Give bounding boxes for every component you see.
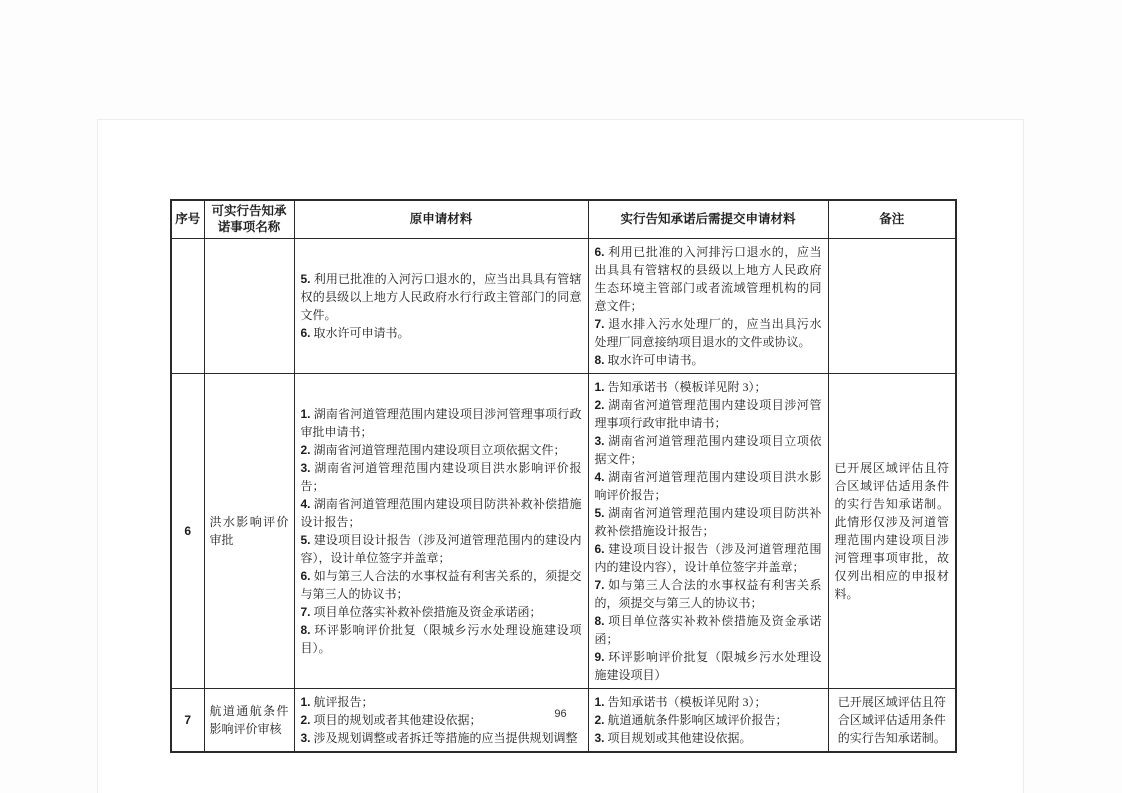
item-number: 2. (594, 397, 605, 412)
header-remark: 备注 (828, 200, 956, 238)
material-item: 7. 项目单位落实补救补偿措施及资金承诺函； (300, 604, 542, 619)
material-item: 3. 项目规划或其他建设依据。 (594, 730, 752, 745)
item-number: 3. (594, 730, 605, 745)
item-number: 8. (594, 613, 605, 628)
material-item: 1. 告知承诺书（模板详见附 3）； (594, 379, 767, 394)
item-number: 6. (594, 541, 605, 556)
material-item: 6. 利用已批准的入河排污口退水的，应当出具具有管辖权的县级以上地方人民政府生态环境主管部门或者流域管理机构的同意文件； (594, 244, 822, 313)
item-number: 1. (594, 694, 605, 709)
table-row (171, 373, 956, 688)
item-number: 6. (300, 325, 311, 340)
item-name-cell: 航道通航条件影响评价审核 (204, 688, 294, 752)
item-number: 4. (594, 469, 605, 484)
item-number: 7. (594, 577, 605, 592)
material-item: 6. 建设项目设计报告（涉及河道管理范围内的建设内容），设计单位签字并盖章； (594, 541, 822, 574)
material-item: 5. 利用已批准的入河污口退水的，应当出具具有管辖权的县级以上地方人民政府水行行政主管部门的同意文件。 (300, 271, 582, 322)
item-number: 1. (594, 379, 605, 394)
document-page (97, 119, 1024, 793)
item-number: 7. (594, 316, 605, 331)
material-item: 1. 湖南省河道管理范围内建设项目涉河管理事项行政审批申请书； (300, 406, 582, 439)
original-materials-cell (294, 238, 588, 373)
item-name-cell (204, 238, 294, 373)
table-header-row (171, 200, 956, 238)
material-item: 3. 涉及规划调整或者拆迁等措施的应当提供规划调整 (300, 730, 578, 745)
material-item: 4. 湖南省河道管理范围内建设项目洪水影响评价报告； (594, 469, 822, 502)
material-item: 8. 环评影响评价批复（限城乡污水处理设施建设项目）。 (300, 622, 582, 655)
item-number: 9. (594, 649, 605, 664)
item-number: 2. (300, 442, 311, 457)
item-number: 1. (300, 406, 311, 421)
page-number: 96 (554, 708, 567, 720)
material-item: 2. 项目的规划或者其他建设依据； (300, 712, 482, 727)
header-item-name: 可实行告知承诺事项名称 (204, 200, 294, 238)
material-item: 5. 湖南省河道管理范围内建设项目防洪补救补偿措施设计报告； (594, 505, 822, 538)
remark-cell (828, 238, 956, 373)
material-item: 8. 项目单位落实补救补偿措施及资金承诺函； (594, 613, 822, 646)
seq-cell (171, 238, 204, 373)
remark-cell: 已开展区域评估且符合区域评估适用条件的实行告知承诺制。此情形仅涉及河道管理范围内建设项目涉河管理事项审批，故仅列出相应的申报材料。 (828, 373, 956, 688)
material-item: 3. 湖南省河道管理范围内建设项目洪水影响评价报告； (300, 460, 582, 493)
item-number: 6. (594, 244, 605, 259)
item-number: 4. (300, 496, 311, 511)
post-commitment-materials-cell (588, 238, 828, 373)
material-item: 2. 湖南省河道管理范围内建设项目涉河管理事项行政审批申请书； (594, 397, 822, 430)
item-number: 3. (594, 433, 605, 448)
material-item: 7. 退水排入污水处理厂的，应当出具污水处理厂同意接纳项目退水的文件或协议。 (594, 316, 822, 349)
item-number: 2. (594, 712, 605, 727)
header-post-commitment-materials: 实行告知承诺后需提交申请材料 (588, 200, 828, 238)
header-seq: 序号 (171, 200, 204, 238)
material-item: 7. 如与第三人合法的水事权益有利害关系的，须提交与第三人的协议书； (594, 577, 822, 610)
material-item: 6. 如与第三人合法的水事权益有利害关系的，须提交与第三人的协议书； (300, 568, 582, 601)
original-materials-cell (294, 373, 588, 688)
material-item: 5. 建设项目设计报告（涉及河道管理范围内的建设内容），设计单位签字并盖章； (300, 532, 582, 565)
material-item: 6. 取水许可申请书。 (300, 325, 410, 340)
approval-items-table (170, 199, 957, 753)
post-commitment-materials-cell (588, 373, 828, 688)
item-number: 5. (300, 271, 311, 286)
material-item: 4. 湖南省河道管理范围内建设项目防洪补救补偿措施设计报告； (300, 496, 582, 529)
item-number: 8. (594, 352, 605, 367)
material-item: 2. 航道通航条件影响区域评价报告； (594, 712, 788, 727)
material-item: 1. 航评报告； (300, 694, 374, 709)
material-item: 3. 湖南省河道管理范围内建设项目立项依据文件； (594, 433, 822, 466)
header-original-materials: 原申请材料 (294, 200, 588, 238)
material-item: 8. 取水许可申请书。 (594, 352, 704, 367)
item-number: 2. (300, 712, 311, 727)
seq-cell: 6 (171, 373, 204, 688)
table-body (171, 238, 956, 752)
item-number: 7. (300, 604, 311, 619)
item-name-cell: 洪水影响评价审批 (204, 373, 294, 688)
item-number: 3. (300, 730, 311, 745)
item-number: 5. (594, 505, 605, 520)
item-number: 8. (300, 622, 311, 637)
table-row (171, 238, 956, 373)
material-item: 1. 告知承诺书（模板详见附 3）； (594, 694, 767, 709)
item-number: 5. (300, 532, 311, 547)
item-number: 6. (300, 568, 311, 583)
remark-cell: 已开展区域评估且符合区域评估适用条件的实行告知承诺制。 (828, 688, 956, 752)
material-item: 2. 湖南省河道管理范围内建设项目立项依据文件； (300, 442, 566, 457)
material-item: 9. 环评影响评价批复（限城乡污水处理设施建设项目） (594, 649, 822, 682)
item-number: 3. (300, 460, 311, 475)
item-number: 1. (300, 694, 311, 709)
seq-cell: 7 (171, 688, 204, 752)
